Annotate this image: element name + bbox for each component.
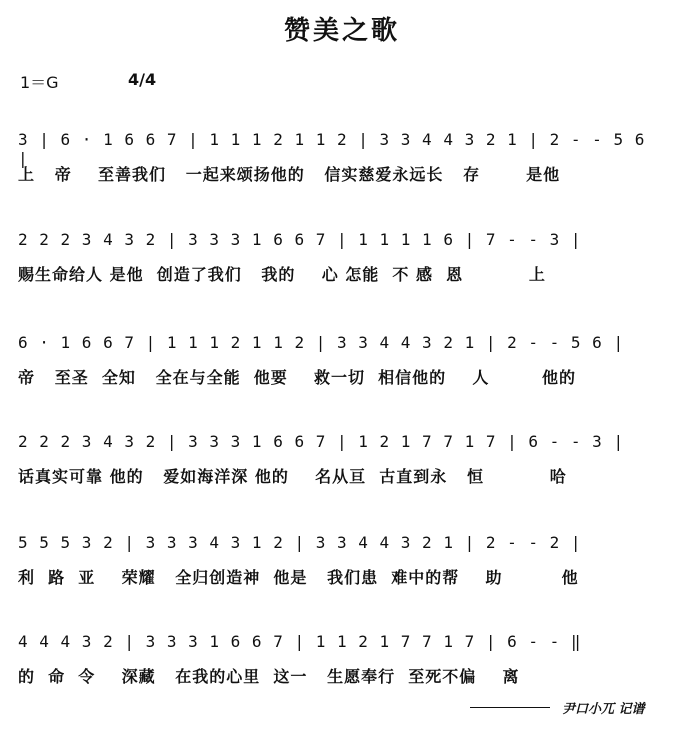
notation-line: 6 · 1 6 6 7 | 1 1 1 2 1 1 2 | 3 3 4 4 3 2 1 | 2 - - 5 6 | bbox=[18, 333, 625, 352]
notation-line: 2 2 2 3 4 3 2 | 3 3 3 1 6 6 7 | 1 2 1 7 7 1 7 | 6 - - 3 | bbox=[18, 432, 625, 451]
credit-divider bbox=[470, 707, 550, 708]
time-signature: 4/4 bbox=[128, 70, 157, 89]
notation-line: 5 5 5 3 2 | 3 3 3 4 3 1 2 | 3 3 4 4 3 2 1 | 2 - - 2 | bbox=[18, 533, 582, 552]
lyrics-line: 的 命 令 深藏 在我的心里 这一 生愿奉行 至死不偏 离 bbox=[18, 667, 520, 686]
notation-line: 3 | 6 · 1 6 6 7 | 1 1 1 2 1 1 2 | 3 3 4 4 3 2 1 | 2 - - 5 6 | bbox=[18, 130, 646, 168]
lyrics-line: 话真实可靠 他的 爱如海洋深 他的 名从亘 古直到永 恒 哈 bbox=[18, 467, 567, 486]
song-title: 赞美之歌 bbox=[283, 16, 400, 46]
lyrics-line: 上 帝 至善我们 一起来颂扬他的 信实慈爱永远长 存 是他 bbox=[18, 165, 561, 184]
lyrics-line: 利 路 亚 荣耀 全归创造神 他是 我们患 难中的帮 助 他 bbox=[18, 568, 579, 587]
lyrics-line: 赐生命给人 是他 创造了我们 我的 心 怎能 不 感 恩 上 bbox=[18, 265, 546, 284]
notation-line: 2 2 2 3 4 3 2 | 3 3 3 1 6 6 7 | 1 1 1 1 6 | 7 - - 3 | bbox=[18, 230, 582, 249]
transcriber-credit: 尹口小兀 记谱 bbox=[562, 702, 645, 717]
notation-line: 4 4 4 3 2 | 3 3 3 1 6 6 7 | 1 1 2 1 7 7 1 7 | 6 - - ‖ bbox=[18, 632, 582, 651]
lyrics-line: 帝 至圣 全知 全在与全能 他要 救一切 相信他的 人 他的 bbox=[18, 368, 576, 387]
key-signature: 1＝G bbox=[20, 73, 59, 92]
